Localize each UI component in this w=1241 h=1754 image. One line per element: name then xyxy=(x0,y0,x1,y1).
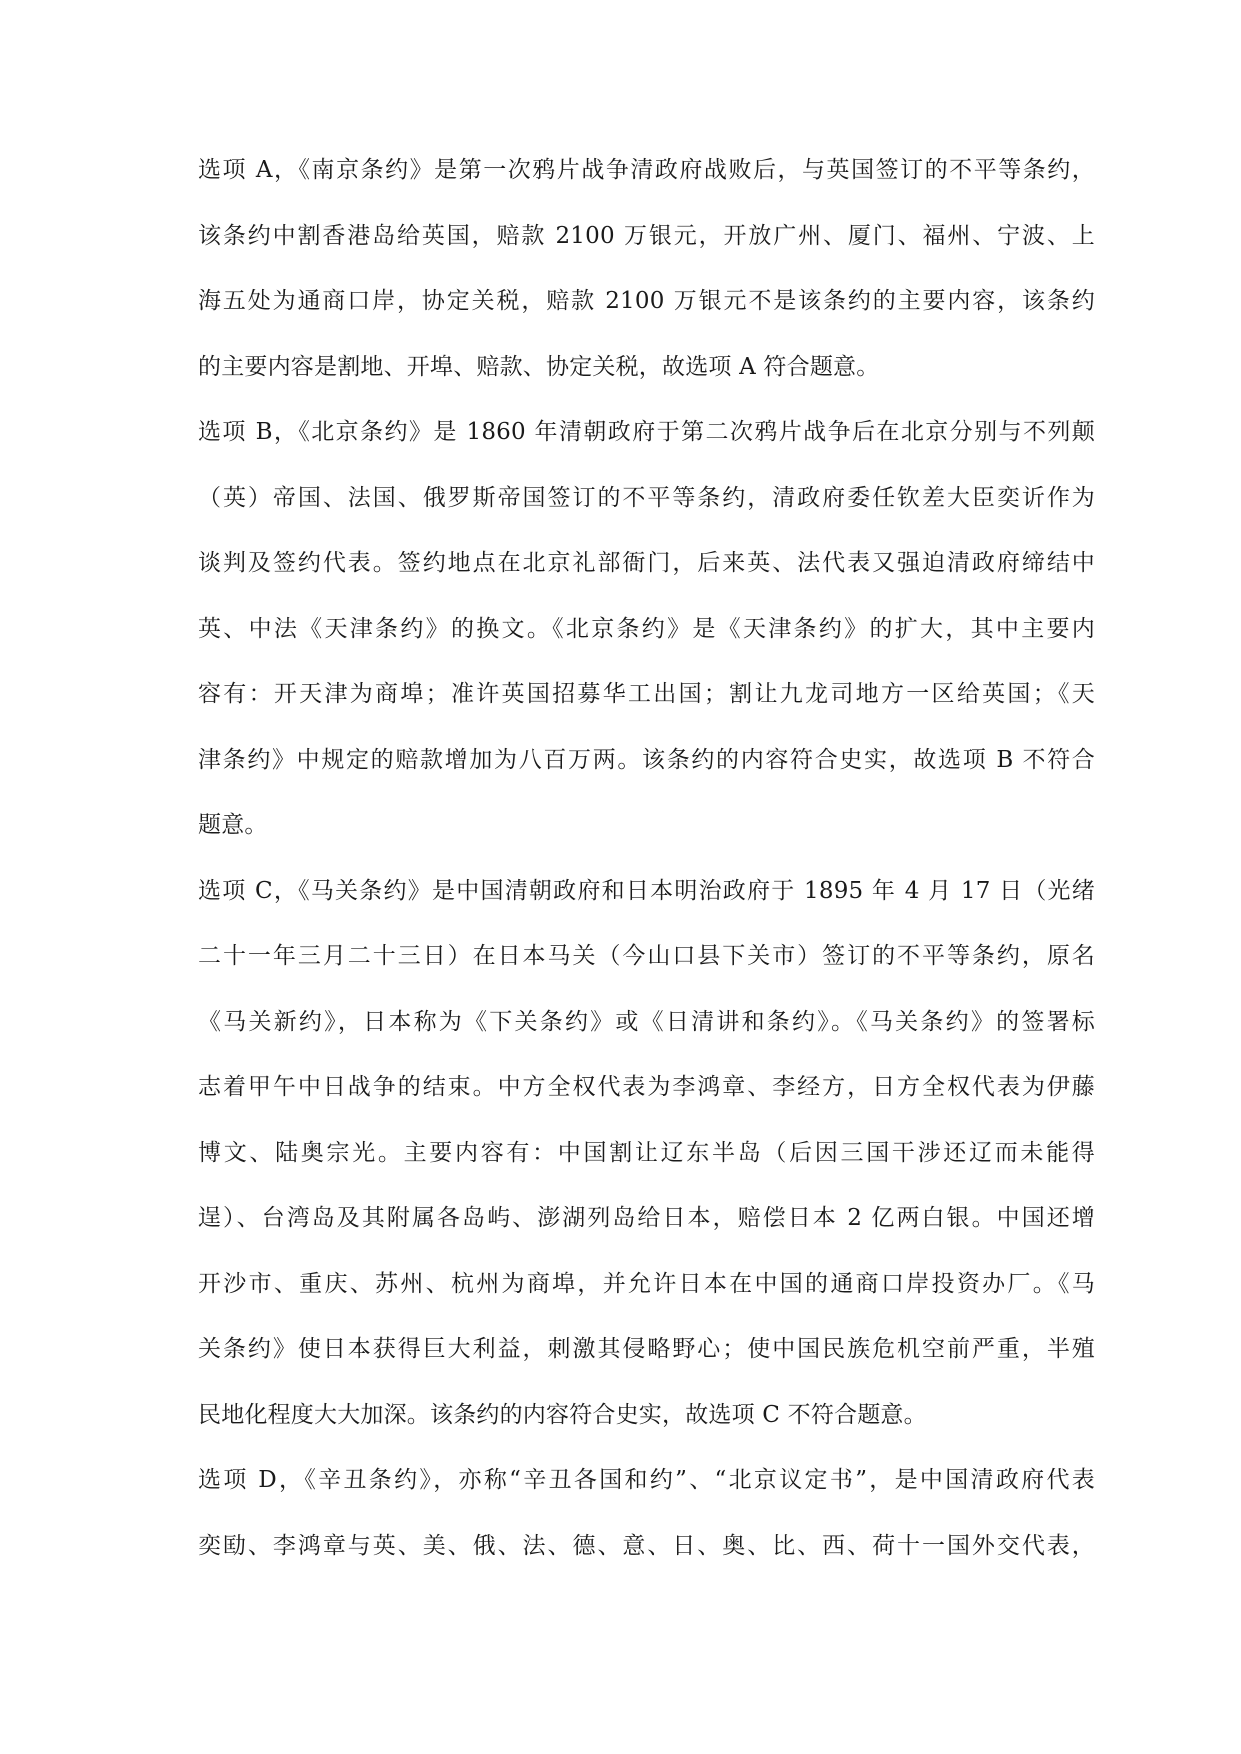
text-line: 二十一年三月二十三日）在日本马关（今山口县下关市）签订的不平等条约，原名 xyxy=(198,943,1095,969)
paragraph-option-b xyxy=(198,400,1095,859)
text-line: 该条约中割香港岛给英国，赔款 2100 万银元，开放广州、厦门、福州、宁波、上 xyxy=(198,222,1095,249)
text-line: 题意。 xyxy=(198,812,268,838)
text-line: 奕劻、李鸿章与英、美、俄、法、德、意、日、奥、比、西、荷十一国外交代表， xyxy=(198,1532,1095,1559)
text-line: 英、中法《天津条约》的换文。《北京条约》是《天津条约》的扩大，其中主要内 xyxy=(198,615,1095,642)
text-line: 开沙市、重庆、苏州、杭州为商埠，并允许日本在中国的通商口岸投资办厂。《马 xyxy=(198,1270,1095,1297)
text-line: 海五处为通商口岸，协定关税，赔款 2100 万银元不是该条约的主要内容，该条约 xyxy=(198,288,1095,314)
text-line: 容有：开天津为商埠；准许英国招募华工出国；割让九龙司地方一区给英国；《天 xyxy=(198,681,1095,707)
text-line: 选项 A，《南京条约》是第一次鸦片战争清政府战败后，与英国签订的不平等条约， xyxy=(198,157,1095,183)
text-line: （英）帝国、法国、俄罗斯帝国签订的不平等条约，清政府委任钦差大臣奕䜣作为 xyxy=(198,484,1095,511)
text-line: 逞）、台湾岛及其附属各岛屿、澎湖列岛给日本，赔偿日本 2 亿两白银。中国还增 xyxy=(198,1205,1095,1231)
text-line: 博文、陆奥宗光。主要内容有：中国割让辽东半岛（后因三国干涉还辽而未能得 xyxy=(198,1139,1095,1166)
text-line: 《马关新约》，日本称为《下关条约》或《日清讲和条约》。《马关条约》的签署标 xyxy=(198,1008,1095,1035)
text-line: 的主要内容是割地、开埠、赔款、协定关税，故选项 A 符合题意。 xyxy=(198,353,880,380)
text-line: 民地化程度大大加深。该条约的内容符合史实，故选项 C 不符合题意。 xyxy=(198,1401,927,1428)
text-line: 关条约》使日本获得巨大利益，刺激其侵略野心；使中国民族危机空前严重，半殖 xyxy=(198,1336,1095,1362)
text-line: 谈判及签约代表。签约地点在北京礼部衙门，后来英、法代表又强迫清政府缔结中 xyxy=(198,550,1095,576)
text-line: 志着甲午中日战争的结束。中方全权代表为李鸿章、李经方，日方全权代表为伊藤 xyxy=(198,1074,1095,1100)
text-line: 选项 B，《北京条约》是 1860 年清朝政府于第二次鸦片战争后在北京分别与不列颠 xyxy=(198,419,1095,445)
paragraph-option-d xyxy=(198,1448,1095,1579)
document-body xyxy=(198,138,1095,1579)
paragraph-option-a xyxy=(198,138,1095,400)
text-line: 选项 C，《马关条约》是中国清朝政府和日本明治政府于 1895 年 4 月 17 日（光绪 xyxy=(198,877,1095,904)
text-line: 选项 D，《辛丑条约》，亦称“辛丑各国和约”、“北京议定书”，是中国清政府代表 xyxy=(198,1467,1095,1493)
text-line: 津条约》中规定的赔款增加为八百万两。该条约的内容符合史实，故选项 B 不符合 xyxy=(198,746,1095,773)
paragraph-option-c xyxy=(198,859,1095,1449)
